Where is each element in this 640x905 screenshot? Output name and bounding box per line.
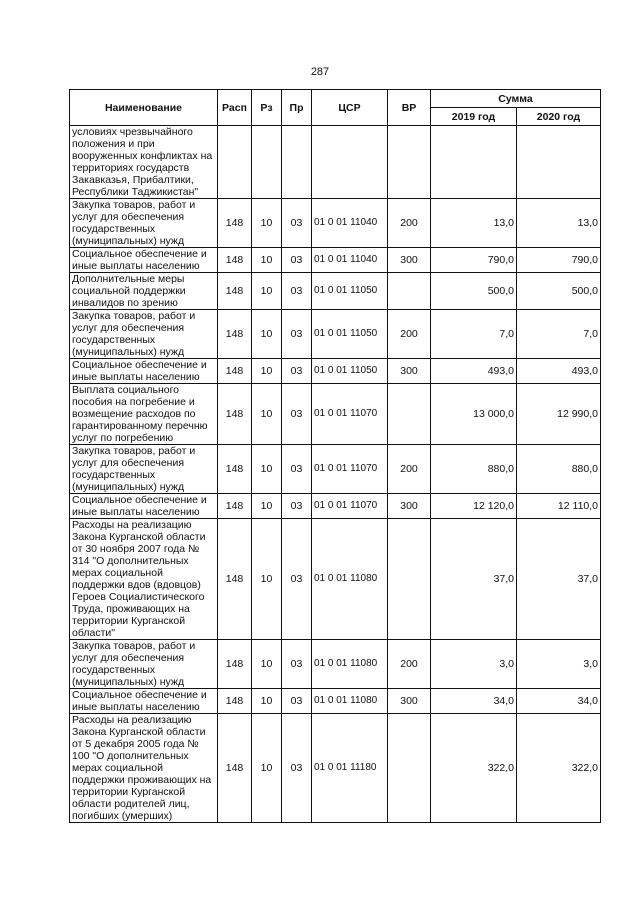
table-row bbox=[70, 689, 601, 714]
cell-sum-2020: 7,0 bbox=[517, 310, 601, 359]
cell-csr: 01 0 01 11050 bbox=[312, 359, 388, 384]
table-row bbox=[70, 359, 601, 384]
cell-vr: 200 bbox=[388, 640, 431, 689]
cell-rz bbox=[252, 126, 282, 199]
header-pr: Пр bbox=[282, 90, 312, 126]
cell-sum-2020: 3,0 bbox=[517, 640, 601, 689]
table-row bbox=[70, 640, 601, 689]
cell-rasp: 148 bbox=[218, 273, 252, 310]
cell-sum-2019: 13,0 bbox=[431, 199, 517, 248]
cell-pr: 03 bbox=[282, 640, 312, 689]
cell-sum-2019: 12 120,0 bbox=[431, 494, 517, 519]
cell-pr: 03 bbox=[282, 714, 312, 823]
cell-csr: 01 0 01 11050 bbox=[312, 273, 388, 310]
cell-rz: 10 bbox=[252, 640, 282, 689]
cell-name: Закупка товаров, работ и услуг для обеспечения государственных (муниципальных) нужд bbox=[70, 445, 218, 494]
cell-sum-2020: 790,0 bbox=[517, 248, 601, 273]
cell-sum-2020: 322,0 bbox=[517, 714, 601, 823]
cell-name: Социальное обеспечение и иные выплаты населению bbox=[70, 248, 218, 273]
cell-rasp: 148 bbox=[218, 445, 252, 494]
cell-vr bbox=[388, 273, 431, 310]
cell-name: Социальное обеспечение и иные выплаты населению bbox=[70, 494, 218, 519]
cell-rasp: 148 bbox=[218, 359, 252, 384]
cell-rz: 10 bbox=[252, 199, 282, 248]
cell-csr: 01 0 01 11070 bbox=[312, 494, 388, 519]
cell-sum-2019: 493,0 bbox=[431, 359, 517, 384]
cell-sum-2020: 12 110,0 bbox=[517, 494, 601, 519]
header-name: Наименование bbox=[70, 90, 218, 126]
table-row bbox=[70, 248, 601, 273]
cell-pr: 03 bbox=[282, 689, 312, 714]
cell-rasp: 148 bbox=[218, 494, 252, 519]
cell-rz: 10 bbox=[252, 494, 282, 519]
cell-vr: 200 bbox=[388, 310, 431, 359]
cell-name: Дополнительные меры социальной поддержки инвалидов по зрению bbox=[70, 273, 218, 310]
table-row bbox=[70, 273, 601, 310]
cell-name: Закупка товаров, работ и услуг для обеспечения государственных (муниципальных) нужд bbox=[70, 640, 218, 689]
cell-vr bbox=[388, 384, 431, 445]
cell-vr bbox=[388, 126, 431, 199]
cell-csr: 01 0 01 11070 bbox=[312, 384, 388, 445]
cell-name: Выплата социального пособия на погребение и возмещение расходов по гарантированному перечню услуг по погребению bbox=[70, 384, 218, 445]
table-row bbox=[70, 384, 601, 445]
cell-sum-2020: 880,0 bbox=[517, 445, 601, 494]
cell-sum-2019: 500,0 bbox=[431, 273, 517, 310]
header-year-2019: 2019 год bbox=[431, 108, 517, 126]
cell-csr: 01 0 01 11040 bbox=[312, 199, 388, 248]
table-row bbox=[70, 519, 601, 640]
cell-rasp: 148 bbox=[218, 199, 252, 248]
cell-vr bbox=[388, 714, 431, 823]
table-body bbox=[70, 126, 601, 823]
cell-pr: 03 bbox=[282, 199, 312, 248]
cell-pr: 03 bbox=[282, 248, 312, 273]
cell-sum-2019: 880,0 bbox=[431, 445, 517, 494]
cell-sum-2020: 500,0 bbox=[517, 273, 601, 310]
cell-vr: 300 bbox=[388, 359, 431, 384]
cell-sum-2019: 790,0 bbox=[431, 248, 517, 273]
cell-csr: 01 0 01 11050 bbox=[312, 310, 388, 359]
header-year-2020: 2020 год bbox=[517, 108, 601, 126]
cell-sum-2019 bbox=[431, 126, 517, 199]
cell-rasp: 148 bbox=[218, 248, 252, 273]
cell-rasp: 148 bbox=[218, 689, 252, 714]
cell-pr: 03 bbox=[282, 519, 312, 640]
cell-csr: 01 0 01 11040 bbox=[312, 248, 388, 273]
cell-vr: 200 bbox=[388, 199, 431, 248]
cell-rz: 10 bbox=[252, 248, 282, 273]
cell-rz: 10 bbox=[252, 359, 282, 384]
cell-name: Социальное обеспечение и иные выплаты населению bbox=[70, 359, 218, 384]
cell-sum-2019: 7,0 bbox=[431, 310, 517, 359]
cell-csr: 01 0 01 11180 bbox=[312, 714, 388, 823]
header-sum: Сумма bbox=[431, 90, 601, 108]
cell-sum-2020: 12 990,0 bbox=[517, 384, 601, 445]
cell-pr: 03 bbox=[282, 494, 312, 519]
cell-sum-2019: 34,0 bbox=[431, 689, 517, 714]
cell-vr: 300 bbox=[388, 248, 431, 273]
cell-rasp: 148 bbox=[218, 714, 252, 823]
cell-rz: 10 bbox=[252, 689, 282, 714]
cell-name: условиях чрезвычайного положения и при вооруженных конфликтах на территориях государств Закавказья, Прибалтики, Республики Таджикистан" bbox=[70, 126, 218, 199]
cell-rz: 10 bbox=[252, 445, 282, 494]
cell-vr bbox=[388, 519, 431, 640]
cell-rz: 10 bbox=[252, 310, 282, 359]
cell-csr: 01 0 01 11080 bbox=[312, 640, 388, 689]
budget-table bbox=[69, 89, 601, 823]
cell-vr: 300 bbox=[388, 689, 431, 714]
cell-rasp: 148 bbox=[218, 384, 252, 445]
cell-csr: 01 0 01 11070 bbox=[312, 445, 388, 494]
cell-rasp: 148 bbox=[218, 519, 252, 640]
table-row bbox=[70, 714, 601, 823]
cell-sum-2020: 34,0 bbox=[517, 689, 601, 714]
cell-rz: 10 bbox=[252, 519, 282, 640]
cell-sum-2020 bbox=[517, 126, 601, 199]
cell-vr: 200 bbox=[388, 445, 431, 494]
table-row bbox=[70, 310, 601, 359]
header-rasp: Расп bbox=[218, 90, 252, 126]
header-vr: ВР bbox=[388, 90, 431, 126]
cell-pr: 03 bbox=[282, 310, 312, 359]
cell-rz: 10 bbox=[252, 384, 282, 445]
cell-sum-2019: 322,0 bbox=[431, 714, 517, 823]
table-row bbox=[70, 494, 601, 519]
cell-name: Закупка товаров, работ и услуг для обеспечения государственных (муниципальных) нужд bbox=[70, 199, 218, 248]
header-csr: ЦСР bbox=[312, 90, 388, 126]
cell-rasp: 148 bbox=[218, 310, 252, 359]
cell-sum-2019: 37,0 bbox=[431, 519, 517, 640]
cell-name: Социальное обеспечение и иные выплаты населению bbox=[70, 689, 218, 714]
cell-pr bbox=[282, 126, 312, 199]
cell-rasp bbox=[218, 126, 252, 199]
cell-pr: 03 bbox=[282, 445, 312, 494]
cell-sum-2019: 13 000,0 bbox=[431, 384, 517, 445]
cell-sum-2020: 493,0 bbox=[517, 359, 601, 384]
cell-name: Закупка товаров, работ и услуг для обеспечения государственных (муниципальных) нужд bbox=[70, 310, 218, 359]
cell-pr: 03 bbox=[282, 384, 312, 445]
cell-csr: 01 0 01 11080 bbox=[312, 519, 388, 640]
cell-sum-2019: 3,0 bbox=[431, 640, 517, 689]
cell-name: Расходы на реализацию Закона Курганской области от 30 ноября 2007 года № 314 "О дополнительных мерах социальной поддержки вдов (вдовцов) Героев Социалистического Труда, проживающих на территории Курганской области" bbox=[70, 519, 218, 640]
cell-vr: 300 bbox=[388, 494, 431, 519]
cell-sum-2020: 37,0 bbox=[517, 519, 601, 640]
page-number: 287 bbox=[310, 66, 330, 78]
cell-sum-2020: 13,0 bbox=[517, 199, 601, 248]
cell-csr bbox=[312, 126, 388, 199]
cell-pr: 03 bbox=[282, 273, 312, 310]
header-rz: Рз bbox=[252, 90, 282, 126]
table-row bbox=[70, 126, 601, 199]
cell-rasp: 148 bbox=[218, 640, 252, 689]
cell-name: Расходы на реализацию Закона Курганской области от 5 декабря 2005 года № 100 "О дополнительных мерах социальной поддержки проживающих на территории Курганской области родителей лиц, погибших (умерших) bbox=[70, 714, 218, 823]
cell-rz: 10 bbox=[252, 273, 282, 310]
cell-pr: 03 bbox=[282, 359, 312, 384]
header-row bbox=[70, 90, 601, 108]
table-row bbox=[70, 199, 601, 248]
table-row bbox=[70, 445, 601, 494]
cell-rz: 10 bbox=[252, 714, 282, 823]
cell-csr: 01 0 01 11080 bbox=[312, 689, 388, 714]
